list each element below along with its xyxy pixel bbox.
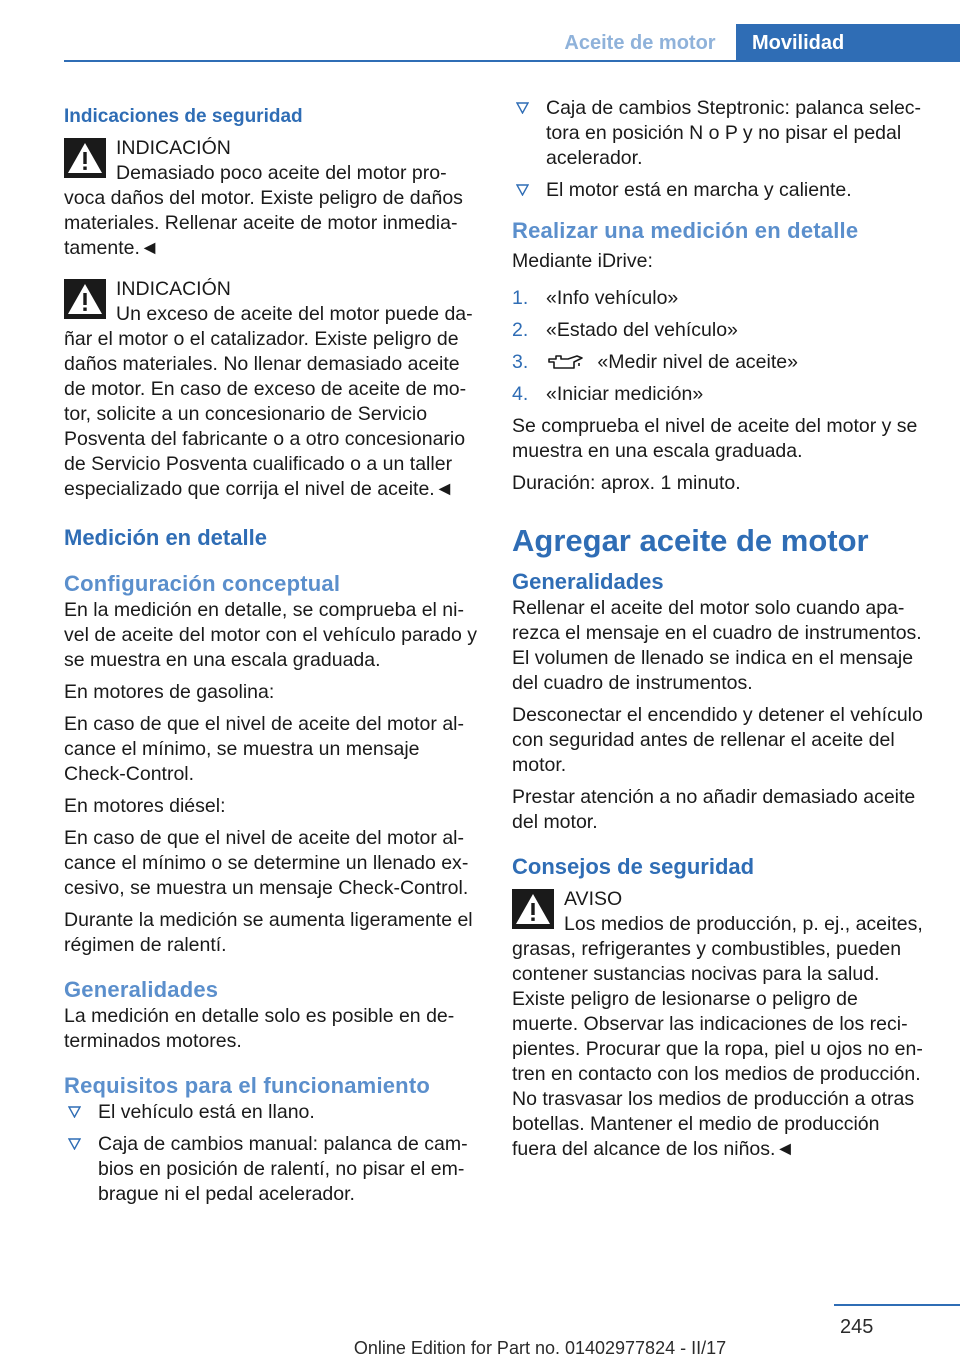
generalidades-heading: Generalidades: [512, 569, 664, 594]
list-item: [512, 178, 928, 203]
header-divider: [64, 60, 960, 62]
paragraph: En motores de gasolina:: [64, 681, 275, 703]
warning-triangle-icon: [512, 889, 554, 929]
paragraph: En caso de que el nivel de aceite del motor alcance el mínimo, se muestra un mensaje Check-Control.: [64, 713, 464, 785]
step-text: «Iniciar medición»: [546, 383, 704, 405]
list-item: [512, 286, 928, 311]
header-chapter-tab[interactable]: Movilidad: [736, 24, 960, 62]
warning-triangle-icon: [64, 279, 106, 319]
footer-divider: [834, 1304, 960, 1306]
step-number: 4.: [512, 383, 529, 405]
list-item-text: Caja de cambios Steptronic: palanca selectora en posición N o P y no pisar el pedal acelerador.: [546, 97, 922, 169]
triangle-bullet-icon: [68, 1106, 81, 1118]
warning-text: Los medios de producción, p. ej., aceites, grasas, refrigerantes y combustibles, pueden contener sustancias nocivas para la salud. Existe peligro de lesionarse o peligro de muerte. Observar las indicaciones de los recipientes. Procurar que la ropa, piel u ojos no entren en contacto con los medios de producción. No trasvasar los medios de producción a otras botellas. Mantener el medio de producción fuera del alcance de los niños.◄: [512, 913, 923, 1160]
right-column: [512, 96, 928, 1178]
paragraph: La medición en detalle solo es posible en determinados motores.: [64, 1005, 455, 1052]
warning-block-2: [64, 277, 480, 502]
paragraph: Se comprueba el nivel de aceite del motor y se muestra en una escala graduada.: [512, 415, 918, 462]
realizar-heading: Realizar una medición en detalle: [512, 218, 859, 243]
step-text: «Medir nivel de aceite»: [597, 351, 798, 373]
step-number: 2.: [512, 319, 529, 341]
paragraph: En motores diésel:: [64, 795, 226, 817]
agregar-heading: Agregar aceite de motor: [512, 523, 869, 558]
safety-heading: Indicaciones de seguridad: [64, 106, 303, 127]
paragraph: Mediante iDrive:: [512, 250, 653, 272]
left-column: [64, 96, 480, 1214]
list-item-text: El vehículo está en llano.: [98, 1101, 315, 1123]
warning-title: INDICACIÓN: [116, 137, 231, 159]
step-text: «Info vehículo»: [546, 287, 679, 309]
warning-title: INDICACIÓN: [116, 278, 231, 300]
config-heading: Configuración conceptual: [64, 571, 341, 596]
list-item-text: Caja de cambios manual: palanca de cambios en posición de ralentí, no pisar el embrague ni el pedal acelerador.: [98, 1133, 468, 1205]
list-item: [64, 1132, 480, 1207]
requirements-list-continued: [512, 96, 928, 203]
paragraph: En la medición en detalle, se comprueba el nivel de aceite del motor con el vehículo parado y se muestra en una escala graduada.: [64, 599, 477, 671]
warning-block-3: [512, 887, 928, 1162]
list-item: [512, 96, 928, 171]
edition-note: Online Edition for Part no. 01402977824 - II/17: [353, 1338, 727, 1358]
requirements-list: [64, 1100, 480, 1207]
list-item: [512, 382, 928, 407]
triangle-bullet-icon: [516, 184, 529, 196]
medicion-heading: Medición en detalle: [64, 525, 267, 550]
paragraph: Durante la medición se aumenta ligeramente el régimen de ralentí.: [64, 909, 473, 956]
paragraph: Rellenar el aceite del motor solo cuando aparezca el mensaje en el cuadro de instrumentos. El volumen de llenado se indica en el mensaje del cuadro de instrumentos.: [512, 597, 922, 694]
steps-list: [512, 286, 928, 407]
list-item: [512, 318, 928, 343]
oil-can-icon: [546, 353, 584, 371]
triangle-bullet-icon: [68, 1138, 81, 1150]
paragraph: Prestar atención a no añadir demasiado aceite del motor.: [512, 786, 916, 833]
list-item: [512, 350, 928, 375]
step-number: 1.: [512, 287, 529, 309]
warning-text: Demasiado poco aceite del motor provoca daños del motor. Existe peligro de daños materiales. Rellenar aceite de motor inmediatamente.◄: [64, 162, 463, 259]
consejos-heading: Consejos de seguridad: [512, 854, 755, 879]
warning-block-1: [64, 136, 480, 261]
step-number: 3.: [512, 351, 529, 373]
list-item: [64, 1100, 480, 1125]
step-text: «Estado del vehículo»: [546, 319, 738, 341]
warning-text: Un exceso de aceite del motor puede dañar el motor o el catalizador. Existe peligro de daños materiales. No llenar demasiado aceite de motor. En caso de exceso de aceite de motor, solicite a un concesionario de Servicio Posventa del fabricante o a otro concesionario de Servicio Posventa cualificado o a un taller especializado que corrija el nivel de aceite.◄: [64, 303, 473, 500]
page-number: 245: [840, 1316, 874, 1338]
header-section-tab[interactable]: Aceite de motor: [564, 32, 716, 54]
requirements-heading: Requisitos para el funcionamiento: [64, 1073, 430, 1098]
paragraph: Desconectar el encendido y detener el vehículo con seguridad antes de rellenar el aceite del motor.: [512, 704, 923, 776]
triangle-bullet-icon: [516, 102, 529, 114]
warning-triangle-icon: [64, 138, 106, 178]
warning-title: AVISO: [564, 888, 623, 910]
paragraph: Duración: aprox. 1 minuto.: [512, 472, 741, 494]
general-heading: Generalidades: [64, 977, 219, 1002]
paragraph: En caso de que el nivel de aceite del motor alcance el mínimo o se determine un llenado excesivo, se muestra un mensaje Check-Control.: [64, 827, 469, 899]
list-item-text: El motor está en marcha y caliente.: [546, 179, 852, 201]
